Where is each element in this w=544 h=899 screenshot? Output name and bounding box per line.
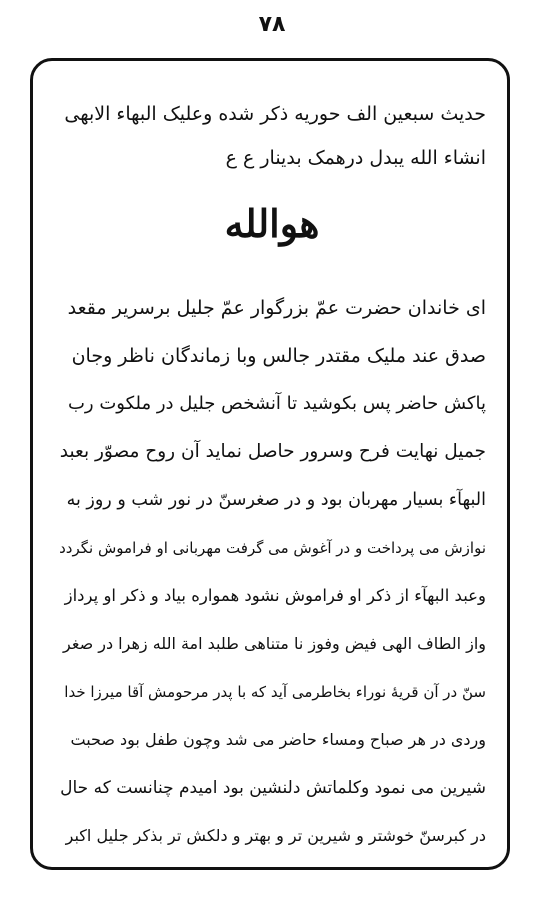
body-line: شیرین می نمود وکلماتش دلنشین بود امیدم چنانست که حال — [60, 778, 486, 798]
intro-line: انشاء الله یبدل درهمک بدینار ع ع — [225, 147, 486, 169]
intro-paragraph — [58, 92, 486, 180]
body-line: صدق عند ملیک مقتدر جالس وبا زماندگان ناظر وجان — [71, 345, 486, 367]
calligraphic-heading: هوالله — [224, 201, 320, 246]
body-line: ای خاندان حضرت عمّ بزرگوار عمّ جلیل برسریر مقعد — [67, 297, 486, 319]
body-line: وعبد البهآء از ذکر او فراموش نشود همواره بیاد و ذکر او پرداز — [64, 586, 486, 605]
body-line: پاکش حاضر پس بکوشید تا آنشخص جلیل در ملکوت رب — [67, 393, 486, 414]
body-line: در کبرسنّ خوشتر و شیرین تر و بهتر و دلکش تر بذکر جلیل اکبر — [65, 826, 486, 845]
page-number: ۷۸ — [258, 12, 286, 37]
tablet-body — [58, 284, 486, 860]
body-line: سنّ در آن قریهٔ نوراء بخاطرمی آید که با پدر مرحومش آقا میرزا خدا — [64, 683, 486, 701]
body-line: واز الطاف الهی فیض وفوز نا متناهی طلبد امة الله زهرا در صغر — [63, 634, 486, 653]
body-line: نوازش می پرداخت و در آغوش می گرفت مهربانی او فراموش نگردد — [59, 539, 486, 557]
body-line: البهآء بسیار مهربان بود و در صغرسنّ در نور شب و روز به — [66, 490, 486, 510]
body-line: جمیل نهایت فرح وسرور حاصل نماید آن روح مصوّر بعبد — [59, 441, 486, 462]
body-line: وردی در هر صباح ومساء حاضر می شد وچون طفل بود صحبت — [70, 730, 486, 749]
intro-line: حدیث سبعین الف حوریه ذکر شده وعلیک البهاء الابهی — [64, 103, 486, 125]
